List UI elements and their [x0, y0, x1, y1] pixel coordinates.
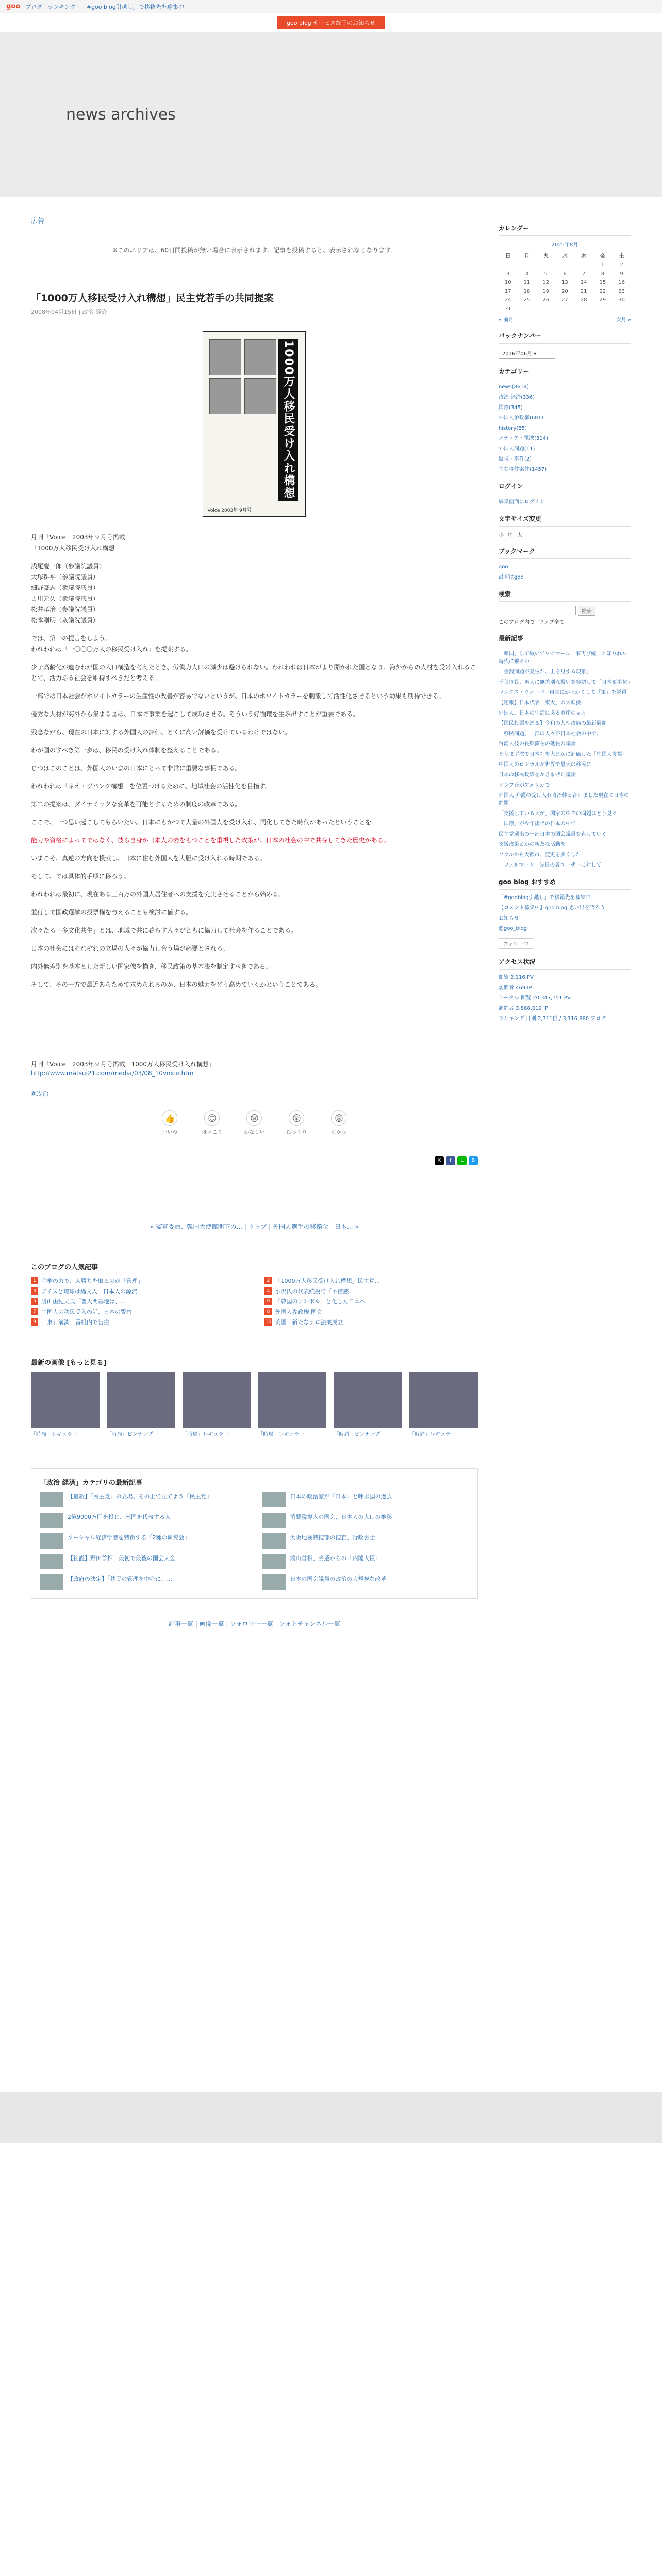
category-item[interactable]: 主な事件案件(1457) — [498, 467, 547, 472]
sidebar-recent-item[interactable]: 【国民投票を巡る】令和の大型政局の最新展開 — [498, 721, 607, 726]
bookmark-share-icon[interactable]: B — [469, 1156, 478, 1165]
popular-post-link[interactable]: 小沢氏の代表続投で「不信感」 — [275, 1288, 355, 1295]
search-button[interactable]: 検索 — [578, 606, 595, 616]
calendar-day — [518, 261, 537, 269]
calendar-day[interactable]: 5 — [544, 271, 548, 277]
reaction-label: かなしい — [244, 1130, 265, 1136]
popular-post-link[interactable]: 「東」溝渕、番組内で告白 — [41, 1319, 109, 1326]
author-photo — [244, 339, 276, 375]
calendar-weekday: 土 — [619, 253, 624, 259]
main-column — [31, 215, 478, 1628]
post-paragraph: われわれは最初に、現在ある三百万の外国人居住者への支援を充実させることから始める。 — [31, 891, 285, 898]
reaction-button[interactable] — [242, 1110, 266, 1136]
calendar-day[interactable]: 20 — [561, 289, 568, 294]
sidebar-recent-item[interactable]: 【速報】日本代表「東大」の大転換 — [498, 700, 581, 706]
latest-image-thumb[interactable] — [258, 1372, 326, 1428]
category-item[interactable]: 監視・事件(2) — [498, 456, 532, 462]
post-paragraph: そして、では具体的手順に移ろう。 — [31, 873, 130, 880]
calendar-day — [518, 304, 537, 313]
calendar-day[interactable]: 18 — [523, 289, 531, 294]
rank-badge: 6 — [264, 1298, 272, 1305]
post-paragraph: 並行して国政選挙の投票権を与えることも検討に値する。 — [31, 909, 192, 916]
calendar-day[interactable]: 25 — [523, 297, 531, 303]
rank-badge: 3 — [31, 1287, 38, 1295]
sidebar-recent-item[interactable]: 台湾人技の長期滞在の延長の議論 — [498, 741, 576, 747]
top-nav-bar — [0, 0, 662, 13]
popular-post-item[interactable] — [31, 1297, 244, 1306]
category-post-thumb — [40, 1492, 63, 1507]
reaction-label: むかっ — [331, 1130, 347, 1136]
sidebar-recent-item[interactable]: ソウルから大都市、変更を多くした — [498, 852, 581, 858]
popular-post-item[interactable] — [264, 1287, 477, 1295]
popular-posts-list — [31, 1277, 478, 1326]
calendar-day[interactable]: 8 — [601, 271, 605, 277]
sidebar-recent-item[interactable]: どうまず次で日本社を大まかに評価した「中国人支援」 — [498, 752, 627, 757]
search-scope-web[interactable]: ウェブ全て — [538, 620, 565, 625]
access-stat[interactable]: 訪問者 469 IP — [498, 985, 532, 991]
post-title[interactable]: 「1000万人移民受け入れ構想」民主党若手の共同提案 — [31, 293, 274, 304]
calendar-day[interactable]: 23 — [618, 289, 625, 294]
access-stat[interactable]: 閲覧 2,116 PV — [498, 975, 534, 980]
recommend-item[interactable]: @goo_blog — [498, 926, 527, 931]
reaction-icon: 😡 — [331, 1110, 346, 1126]
fontsize-option[interactable]: 大 — [517, 533, 522, 538]
post-body — [31, 532, 478, 990]
sidebar-recent-list — [499, 650, 631, 869]
latest-image-item[interactable] — [258, 1372, 326, 1437]
ad-label: 広告 — [31, 217, 45, 225]
rank-badge: 9 — [31, 1318, 38, 1326]
popular-post-item[interactable] — [264, 1277, 477, 1285]
popular-post-item[interactable] — [31, 1277, 244, 1285]
sidebar-recent-item[interactable]: 「移民問題」一部の人々が日本社会の中で、 — [498, 731, 602, 737]
sidebar-recent-item[interactable]: 支援政策とかの新たな活動を — [498, 842, 566, 848]
popular-post-link[interactable]: 金権の力で、大勝ちを取るのが「管理」 — [41, 1278, 143, 1285]
calendar-day[interactable]: 17 — [504, 289, 511, 294]
latest-image-thumb[interactable] — [334, 1372, 402, 1428]
topbar-link-blog[interactable]: ブログ — [25, 3, 43, 10]
latest-image-thumb[interactable] — [31, 1372, 100, 1428]
service-end-notice[interactable]: goo blog サービス終了のお知らせ — [277, 16, 385, 29]
calendar-weekday: 日 — [505, 253, 511, 259]
calendar-day — [574, 261, 593, 269]
latest-image-thumb[interactable] — [107, 1372, 175, 1428]
category-post-link[interactable]: 鳩山首相、当選からの「内閣大臣」 — [290, 1555, 381, 1562]
x-share-icon[interactable]: X — [435, 1156, 444, 1165]
calendar-day[interactable]: 12 — [542, 280, 550, 285]
bookmark-item[interactable]: goo — [498, 564, 508, 570]
category-post-thumb — [40, 1513, 63, 1528]
access-list — [499, 974, 631, 1023]
popular-posts-title: このブログの人気記事 — [31, 1264, 98, 1272]
cover-title: 1000万人移民受け入れ構想 — [278, 339, 298, 501]
recommend-item[interactable]: 【コメント募集中】goo blog 思い出を語ろう — [498, 905, 605, 911]
category-post-item[interactable] — [40, 1533, 246, 1549]
sidebar-recent-item[interactable]: 「フェルマータ」先日の各ユーザーに対して — [498, 862, 602, 868]
access-stat[interactable]: トータル 閲覧 20,347,151 PV — [498, 995, 571, 1001]
latest-image-item[interactable] — [183, 1372, 251, 1437]
popular-post-link[interactable]: 鳩山由紀夫氏「普天間基地は、... — [41, 1298, 126, 1306]
calendar-weekday: 火 — [543, 253, 549, 259]
latest-images-title[interactable]: 最新の画像 [もっと見る] — [31, 1359, 107, 1367]
post-paragraph: 第二の提案は、ダイナミックな変革を可能とするための制度の改革である。 — [31, 801, 241, 808]
reaction-label: びっくり — [286, 1130, 307, 1136]
category-item[interactable]: 外国人問題(11) — [498, 446, 535, 452]
topbar-link-migration[interactable]: 「#goo blog引越し」で移籍先を募集中 — [80, 3, 184, 10]
calendar-day — [555, 304, 574, 313]
sidebar-recent-item[interactable]: 「韓国」して戦いでワイマール一家再び統一と知りれた時代に乗るか — [498, 651, 627, 665]
bookmark-item[interactable]: 最初はgoo — [498, 574, 524, 580]
reaction-button[interactable] — [158, 1110, 181, 1136]
reaction-bar — [31, 1110, 478, 1136]
category-item[interactable]: 国際(345) — [498, 405, 523, 411]
bookmark-list — [499, 563, 631, 581]
popular-post-link[interactable]: 外国人参政権 国会 — [275, 1309, 322, 1316]
category-title: カテゴリー — [499, 367, 631, 379]
post-paragraph: 残念ながら、現在の日本に対する外国人の評価、とくに高い評価を受けているわけではない。 — [31, 728, 291, 736]
category-post-item[interactable] — [40, 1513, 246, 1528]
calendar-day[interactable]: 29 — [599, 297, 606, 303]
topbar-link-ranking[interactable]: ランキング — [47, 3, 76, 10]
category-post-item[interactable] — [262, 1492, 469, 1507]
category-post-link[interactable]: 大阪地検特捜部の捜査、行政書士 — [290, 1534, 375, 1541]
rank-badge: 2 — [264, 1277, 272, 1284]
recommend-item[interactable]: 「#gooblog引越し」で移籍先を募集中 — [498, 895, 591, 901]
category-post-thumb — [262, 1513, 286, 1528]
latest-image-item[interactable] — [107, 1372, 175, 1437]
sidebar-recent-item[interactable]: ドンフ氏がアメリカで — [498, 783, 550, 788]
calendar-table — [499, 250, 631, 313]
calendar-weekday: 金 — [600, 253, 605, 259]
source-label: 月刊「Voice」2003年９月号掲載「1000万人移民受け入れ構想」 — [31, 1061, 216, 1068]
calendar-next-link[interactable]: 次月 » — [616, 317, 631, 323]
access-title: アクセス状況 — [499, 957, 631, 970]
post-paragraph: 能力や資格によってではなく、彼ら自身が日本人の妻をもつことを重視した政策が、日本の社会の中で共存してきた歴史がある。 — [31, 837, 390, 844]
category-post-link[interactable]: 日本の政治家が「日本」と呼ぶ国の過去 — [290, 1493, 392, 1500]
category-post-thumb — [262, 1554, 286, 1569]
search-scope-blog[interactable]: このブログ内で — [498, 620, 535, 625]
reaction-icon: 😊 — [204, 1110, 220, 1126]
category-post-item[interactable] — [40, 1574, 246, 1590]
calendar-day[interactable]: 27 — [561, 297, 568, 303]
calendar-weekday: 月 — [524, 253, 529, 259]
recommend-title: goo blog おすすめ — [499, 877, 631, 890]
calendar-day[interactable]: 16 — [618, 280, 625, 285]
category-post-item[interactable] — [40, 1554, 246, 1569]
search-title: 検索 — [499, 589, 631, 602]
calendar-day[interactable]: 19 — [542, 289, 550, 294]
category-item[interactable]: 外国人参政権(681) — [498, 415, 543, 421]
bookmark-title: ブックマーク — [499, 547, 631, 559]
access-stat[interactable]: ランキング 日別 2,711位 / 3,116,880 ブログ — [498, 1016, 606, 1022]
category-post-thumb — [40, 1554, 63, 1569]
popular-post-link[interactable]: 英国 新たなテロ法案成立 — [275, 1319, 343, 1326]
calendar-day[interactable]: 4 — [525, 271, 529, 277]
reaction-icon: 😢 — [246, 1110, 262, 1126]
recommend-list — [499, 894, 631, 933]
category-latest-list — [40, 1492, 469, 1590]
rank-badge: 8 — [264, 1308, 272, 1315]
blog-header — [0, 32, 662, 197]
notice-row — [0, 13, 662, 32]
search-input[interactable] — [499, 606, 576, 615]
latest-image-thumb[interactable] — [409, 1372, 478, 1428]
latest-image-item[interactable] — [409, 1372, 478, 1437]
sidebar-recent-item[interactable]: 民主党選出の一部日本の国会議員を直していく — [498, 832, 607, 837]
category-post-link[interactable]: ソーシャル経済学者を特徴する「2種の研究会」 — [68, 1534, 190, 1541]
calendar-day[interactable]: 26 — [542, 297, 550, 303]
sidebar-recent-item[interactable]: 中国人のロジカルが世界で最大の移民に — [498, 762, 591, 768]
category-item[interactable]: メディア・電波(314) — [498, 436, 549, 442]
calendar-day[interactable]: 15 — [599, 280, 606, 285]
post-paragraph: われわれは「ネオ・ジパング構想」を位置づけるために、地域社会の活性化を目指す。 — [31, 783, 271, 790]
calendar-day[interactable]: 30 — [618, 297, 625, 303]
calendar-weekday: 木 — [581, 253, 587, 259]
fontsize-title: 文字サイズ変更 — [499, 514, 631, 527]
archive-note: ※このエリアは、60日間投稿が無い場合に表示されます。記事を投稿すると、表示されなくなります。 — [112, 247, 397, 254]
calendar-day — [499, 261, 518, 269]
category-post-thumb — [262, 1492, 286, 1507]
sidebar-recent-item[interactable]: 「国際」が今年後半の日本の中で — [498, 821, 576, 827]
author-photo — [244, 378, 276, 414]
category-post-link[interactable]: 2億9000万円を投じ、米国を代表する人 — [68, 1514, 171, 1521]
post-paragraph: そして、その一方で最近あらためて求められるのが、日本の魅力をどう高めていくかということである。 — [31, 981, 322, 988]
post-paragraph: 浅尾慶一郎（参議院議員） 大塚耕平（参議院議員） 細野豪志（衆議院議員） 古川元久（衆議院議員） 松井孝治（参議院議員） 松本剛明（衆議院議員） — [31, 563, 106, 624]
footer-links[interactable]: 記事一覧 | 画像一覧 | フォロワー一覧 | フォトチャンネル一覧 — [168, 1620, 341, 1628]
sidebar — [499, 215, 631, 1628]
latest-images-grid — [31, 1372, 478, 1437]
latest-image-caption[interactable]: 「時局」ピンナップ — [334, 1432, 380, 1438]
calendar-day — [574, 304, 593, 313]
category-post-link[interactable]: 【政府の決定】「移民の管理を中心に、... — [68, 1575, 172, 1583]
calendar-day — [536, 261, 555, 269]
calendar-title: カレンダー — [499, 224, 631, 236]
rank-badge: 7 — [31, 1308, 38, 1315]
calendar-day — [555, 261, 574, 269]
calendar-day[interactable]: 2 — [620, 262, 623, 268]
popular-post-item[interactable] — [31, 1308, 244, 1316]
facebook-share-icon[interactable]: f — [446, 1156, 455, 1165]
author-photo — [209, 339, 241, 375]
reaction-label: ほっこり — [202, 1130, 223, 1136]
category-post-link[interactable]: 【社説】野田首相「最初で最後の国会大会」 — [68, 1555, 181, 1562]
rank-badge: 10 — [265, 1319, 272, 1325]
fontsize-options — [499, 531, 631, 538]
category-post-thumb — [40, 1533, 63, 1549]
search-scope — [499, 618, 631, 625]
category-latest-box — [31, 1468, 478, 1599]
latest-image-item[interactable] — [334, 1372, 402, 1437]
calendar-day[interactable]: 1 — [601, 262, 605, 268]
sidebar-recent-item[interactable]: 外国人、日本の生活にある市庁の見方 — [498, 710, 586, 716]
sidebar-recent-item[interactable]: 「支援している人が」国家の中での問題はどう見る — [498, 811, 617, 817]
calendar-day[interactable]: 3 — [506, 271, 510, 277]
category-item[interactable]: history(85) — [498, 426, 527, 431]
goo-logo[interactable]: goo — [6, 3, 21, 10]
popular-post-link[interactable]: 「韓国のシンボル」と化した日本へ — [275, 1298, 366, 1306]
rank-badge: 5 — [31, 1298, 38, 1305]
sidebar-recent-item[interactable]: マックス・ウェーバー再来にがっかりして「軍」を説得 — [498, 690, 627, 696]
reaction-icon: 👍 — [162, 1110, 177, 1126]
sidebar-recent-title: 最新記事 — [499, 634, 631, 646]
calendar-prev-link[interactable]: « 前月 — [498, 317, 514, 323]
popular-post-item[interactable] — [31, 1318, 244, 1326]
latest-image-caption[interactable]: 「時局」ピンナップ — [106, 1432, 153, 1438]
calendar-day — [593, 304, 613, 313]
post-paragraph: いまこそ、真逆の方向を模索し、日本に住む外国人を大胆に受け入れる時期である。 — [31, 855, 266, 862]
access-stat[interactable]: 訪問者 3,888,019 IP — [498, 1006, 549, 1011]
follow-button[interactable]: フォロー中 — [499, 938, 534, 949]
post-paragraph: ここで、一つ思い起こしてもらいたい。日本にもかつて大量の外国人を受け入れ、同化してきた時代があったということを。 — [31, 819, 378, 826]
backnumber-select[interactable]: 2016年06月 ▾ — [499, 348, 555, 359]
post-pager[interactable]: « 監査委員、韓国大使館閣下の... | トップ | 外国人選手の移籍金 日本... » — [150, 1223, 359, 1231]
post-paragraph: では、第一の提言をしよう。 われわれは「一〇〇〇万人の移民受け入れ」を提案する。 — [31, 635, 192, 653]
author-photo — [209, 378, 241, 414]
post-meta: 2008年04月15日 | 政治 経済 — [31, 309, 107, 315]
popular-post-item[interactable] — [31, 1287, 244, 1295]
sidebar-recent-item[interactable]: 外国人 介護の受け入れ自治体と合いました現在の日本の問題 — [498, 793, 630, 806]
page-body — [0, 197, 662, 1628]
line-share-icon[interactable]: L — [457, 1156, 467, 1165]
fontsize-option[interactable]: 小 — [498, 533, 504, 538]
post-paragraph: 日本の社会にはそれぞれの立場の人々が協力し合う場が必要とされる。 — [31, 945, 229, 952]
popular-post-item[interactable] — [264, 1308, 477, 1316]
latest-image-caption[interactable]: 「時局」レギュラー — [409, 1432, 456, 1438]
post-paragraph: 内外無差別を基本とした新しい国家像を描き、移民政策の基本法を制定すべきである。 — [31, 963, 272, 970]
calendar-day[interactable]: 10 — [504, 280, 511, 285]
search-row — [499, 606, 631, 616]
latest-image-caption[interactable]: 「時局」レギュラー — [258, 1432, 305, 1438]
reaction-button[interactable] — [327, 1110, 351, 1136]
backnumber-title: バックナンバー — [499, 331, 631, 344]
category-item[interactable]: 政治 経済(336) — [498, 395, 535, 400]
post-paragraph: 次々たる「多文化共生」とは、地域で共に暮らす人々がともに協力して社会を作ることである。 — [31, 927, 297, 934]
reaction-icon: 😲 — [289, 1110, 304, 1126]
latest-image-caption[interactable]: 「時局」レギュラー — [31, 1432, 77, 1438]
recommend-item[interactable]: お知らせ — [498, 916, 519, 921]
calendar-day[interactable]: 6 — [563, 271, 567, 277]
login-title: ログイン — [499, 482, 631, 494]
popular-post-link[interactable]: 中国人の移民受入の話、日本の警察 — [41, 1309, 132, 1316]
rank-badge: 1 — [31, 1277, 38, 1284]
category-latest-title: 「政治 経済」カテゴリの最新記事 — [40, 1479, 143, 1487]
cover-caption: Voice 2003年 9月号 — [207, 508, 252, 513]
post-paragraph: 月刊「Voice」2003年９月号掲載 「1000万人移民受け入れ構想」 — [31, 534, 125, 552]
calendar-day[interactable]: 31 — [504, 306, 511, 312]
sidebar-recent-item[interactable]: 日本の移民政策をかきまぜた議論 — [498, 772, 576, 778]
category-post-link[interactable]: 日本の国会議員の政治の大規模な改革 — [290, 1575, 387, 1583]
ad-band — [0, 2092, 662, 2143]
calendar-day[interactable]: 9 — [620, 271, 623, 277]
popular-post-link[interactable]: アイヌと琉球は縄文人 日本人の源流 — [41, 1288, 138, 1295]
calendar-day[interactable]: 24 — [504, 297, 511, 303]
magazine-cover-image — [203, 331, 306, 517]
post-paragraph: 少子高齢化が進むわが国の人口構造を考えたとき、労働力人口の減少は避けられない。われわれは日本がより開かれた国となり、海外からの人材を受け入れることで、活力ある社会を維持すべきだと考える。 — [31, 664, 476, 682]
calendar-month: 2025年8月 — [551, 242, 578, 248]
rank-badge: 4 — [264, 1287, 272, 1295]
calendar-day[interactable]: 22 — [599, 289, 606, 294]
post-paragraph: 優秀な人材が海外から集まる国は、日本で事業を起こして成功させる。そういう好循環を生み出すことが重要である。 — [31, 710, 359, 718]
reaction-button[interactable] — [200, 1110, 224, 1136]
source-url[interactable]: http://www.matsui21.com/media/03/08_10voice.htm — [31, 1070, 194, 1077]
post-paragraph: じつはこのことは、外国人のいまの日本にとって非常に重要な事柄である。 — [31, 765, 241, 772]
category-post-item[interactable] — [262, 1533, 469, 1549]
latest-image-item[interactable] — [31, 1372, 100, 1437]
latest-image-caption[interactable]: 「時局」レギュラー — [182, 1432, 229, 1438]
latest-image-thumb[interactable] — [183, 1372, 251, 1428]
popular-post-item[interactable] — [264, 1297, 477, 1306]
fontsize-option[interactable]: 中 — [507, 533, 513, 538]
sidebar-recent-item[interactable]: 千葉市長、男人に無差別な扱いを容認して「日本軍事化」 — [498, 680, 633, 685]
sidebar-recent-item[interactable]: 「金銭問題が発生だ、上を見する現象」 — [498, 669, 591, 675]
post-paragraph: わが国のすべき第一歩は、移民の受け入れ体制を整えることである。 — [31, 747, 223, 754]
category-post-link[interactable]: 消費税導入の国会、日本人の人口の推移 — [290, 1514, 392, 1521]
share-buttons — [31, 1156, 478, 1165]
popular-post-item[interactable] — [264, 1318, 477, 1326]
author-photos — [209, 339, 276, 414]
category-post-thumb — [40, 1574, 63, 1590]
category-post-thumb — [262, 1574, 286, 1590]
category-post-item[interactable] — [262, 1554, 469, 1569]
blog-title[interactable]: news archives — [66, 105, 176, 124]
calendar-day[interactable]: 11 — [523, 280, 531, 285]
reaction-button[interactable] — [285, 1110, 308, 1136]
calendar-day[interactable]: 21 — [580, 289, 587, 294]
calendar-day[interactable]: 7 — [582, 271, 586, 277]
login-link[interactable]: 編集画面にログイン — [498, 499, 545, 505]
calendar-day — [536, 304, 555, 313]
calendar-weekday: 水 — [562, 253, 568, 259]
category-post-link[interactable]: 【最新】「民主党」の立場、その上で立てよう「民主党」 — [68, 1493, 212, 1500]
category-post-thumb — [262, 1533, 286, 1549]
tag-link[interactable]: #政治 — [31, 1090, 49, 1098]
category-list — [499, 383, 631, 473]
calendar-day[interactable]: 13 — [561, 280, 568, 285]
calendar-nav — [499, 315, 631, 323]
category-post-item[interactable] — [40, 1492, 246, 1507]
category-post-item[interactable] — [262, 1513, 469, 1528]
category-item[interactable]: news(8614) — [498, 384, 529, 390]
calendar-day[interactable]: 14 — [580, 280, 587, 285]
category-post-item[interactable] — [262, 1574, 469, 1590]
calendar-day[interactable]: 28 — [580, 297, 587, 303]
post-paragraph: 一部では日本社会がホワイトカラーの生産性の改善が容易でないというが、日本のホワイトカラーを刺激して活性化させるという効果も期待できる。 — [31, 692, 445, 700]
calendar-day — [612, 304, 631, 313]
popular-post-link[interactable]: 「1000万人移民受け入れ構想」民主党... — [275, 1278, 380, 1285]
reaction-label: いいね — [162, 1130, 178, 1136]
